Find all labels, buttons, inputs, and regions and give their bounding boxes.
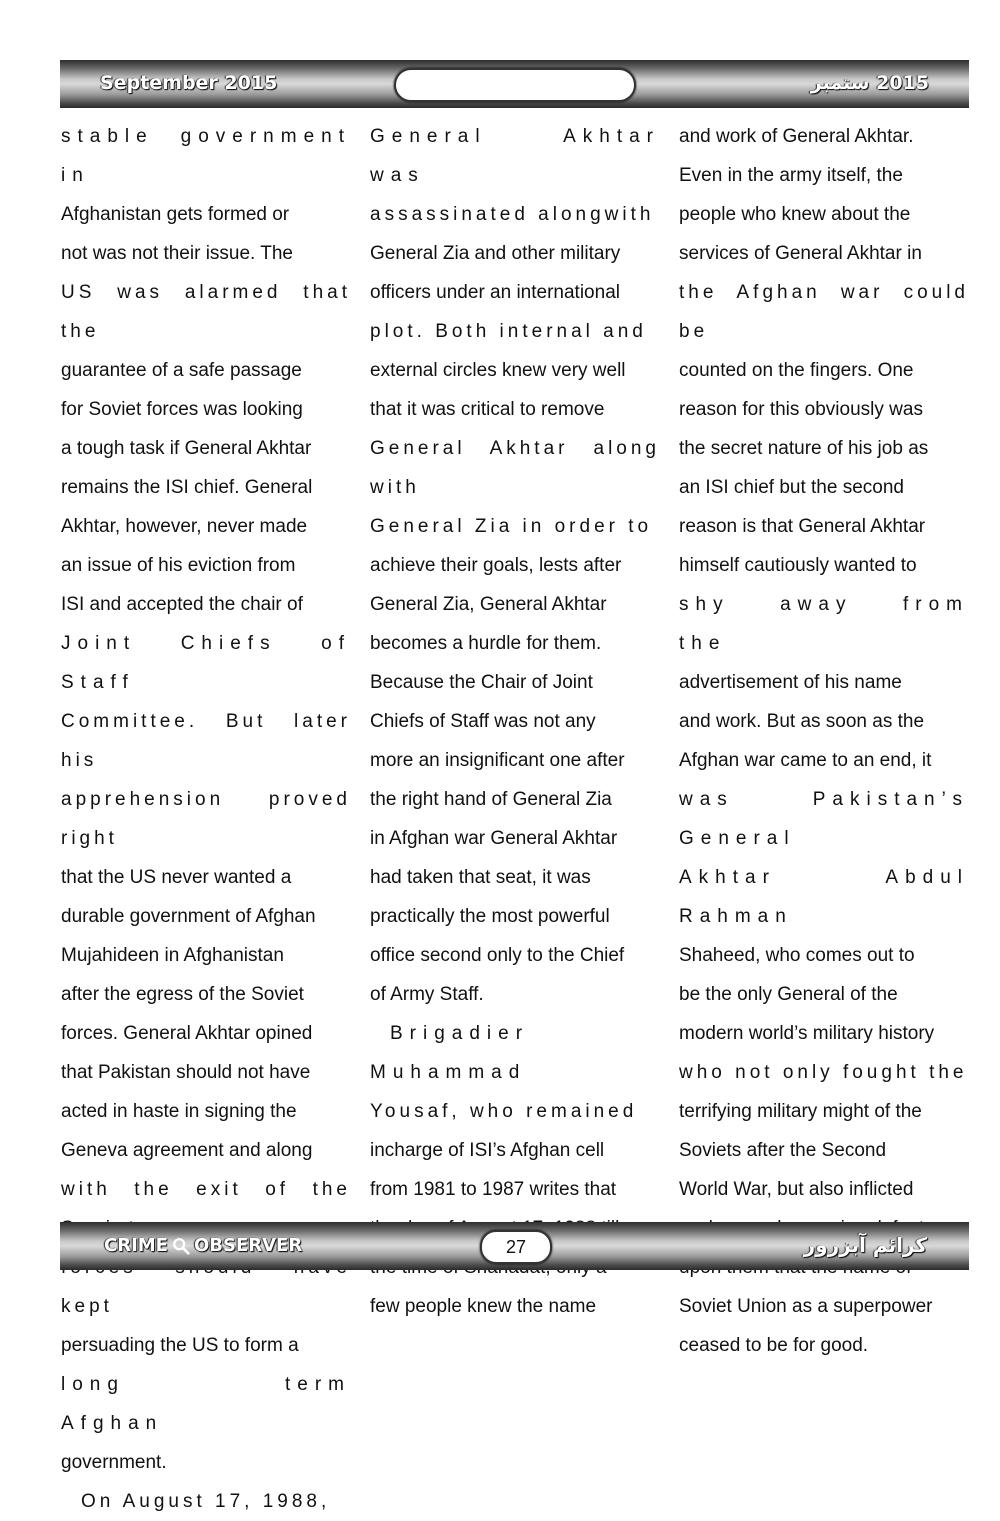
text-line: ISI and accepted the chair of — [61, 594, 303, 615]
text-line: with the exit of the — [61, 1179, 351, 1200]
text-line: Even in the army itself, the — [679, 165, 903, 186]
text-line: On August 17, 1988, — [81, 1491, 331, 1512]
text-line: World War, but also inflicted — [679, 1179, 914, 1200]
text-line: assassinated alongwith — [370, 204, 655, 225]
magnifier-icon — [172, 1237, 190, 1255]
logo-word-observer: OBSERVER — [193, 1235, 303, 1256]
footer-band — [60, 1222, 969, 1270]
text-line: the Afghan war could be — [679, 282, 969, 342]
page-number: 27 — [480, 1230, 552, 1264]
text-line: Geneva agreement and along — [61, 1140, 313, 1161]
text-line: not was not their issue. The — [61, 243, 293, 264]
text-line: General Akhtar along with — [370, 438, 660, 498]
text-line: incharge of ISI’s Afghan cell — [370, 1140, 605, 1161]
text-line: and work. But as soon as the — [679, 711, 925, 732]
text-line: for Soviet forces was looking — [61, 399, 303, 420]
text-line: officers under an international — [370, 282, 620, 303]
text-line: US was alarmed that the — [61, 282, 351, 342]
header-title-pill — [394, 68, 636, 102]
text-line: General Akhtar was — [370, 126, 660, 186]
text-line: reason for this obviously was — [679, 399, 923, 420]
text-line: office second only to the Chief — [370, 945, 625, 966]
text-line: who not only fought the — [679, 1062, 968, 1083]
text-line: acted in haste in signing the — [61, 1101, 297, 1122]
text-line: reason is that General Akhtar — [679, 516, 926, 537]
text-line: Soviet Union as a superpower — [679, 1296, 933, 1317]
text-line: be the only General of the — [679, 984, 898, 1005]
crime-observer-logo — [104, 1235, 302, 1256]
text-line: after the egress of the Soviet — [61, 984, 304, 1005]
text-line: the right hand of General Zia — [370, 789, 612, 810]
text-line: Soviets after the Second — [679, 1140, 887, 1161]
text-line: few people knew the name — [370, 1296, 597, 1317]
urdu-logo: کرائم آبزرور — [803, 1233, 927, 1257]
text-line: ceased to be for good. — [679, 1335, 869, 1356]
text-line: General Zia and other military — [370, 243, 621, 264]
article-column-3 — [679, 117, 969, 1365]
text-line: from 1981 to 1987 writes that — [370, 1179, 617, 1200]
text-line: that Pakistan should not have — [61, 1062, 311, 1083]
issue-date-english: September 2015 — [100, 72, 278, 94]
text-line: kept — [61, 1296, 113, 1317]
text-line: that the US never wanted a — [61, 867, 292, 888]
issue-date-urdu: 2015 ستمبر — [810, 72, 929, 94]
text-line: Yousaf, who remained — [370, 1101, 638, 1122]
text-line: more an insignificant one after — [370, 750, 625, 771]
text-line: modern world’s military history — [679, 1023, 935, 1044]
text-line: Afghan war came to an end, it — [679, 750, 932, 771]
text-line: durable government of Afghan — [61, 906, 316, 927]
text-line: Akhtar Abdul Rahman — [679, 867, 969, 927]
article-column-2 — [370, 117, 660, 1326]
header-band — [60, 60, 969, 108]
text-line: Akhtar, however, never made — [61, 516, 308, 537]
text-line: General Zia, General Akhtar — [370, 594, 607, 615]
text-line: and work of General Akhtar. — [679, 126, 914, 147]
text-line: counted on the fingers. One — [679, 360, 914, 381]
text-line: stable government in — [61, 126, 351, 186]
text-line: Brigadier Muhammad — [370, 1023, 530, 1083]
text-line: advertisement of his name — [679, 672, 902, 693]
text-line: external circles knew very well — [370, 360, 626, 381]
text-line: remains the ISI chief. General — [61, 477, 313, 498]
text-line: Shaheed, who comes out to — [679, 945, 915, 966]
text-line: himself cautiously wanted to — [679, 555, 917, 576]
text-line: Committee. But later his — [61, 711, 351, 771]
text-line: Because the Chair of Joint — [370, 672, 593, 693]
text-line: services of General Akhtar in — [679, 243, 922, 264]
text-line: a tough task if General Akhtar — [61, 438, 312, 459]
text-line: shy away from the — [679, 594, 969, 654]
text-line: long term Afghan — [61, 1374, 351, 1434]
text-line: an issue of his eviction from — [61, 555, 296, 576]
text-line: Joint Chiefs of Staff — [61, 633, 351, 693]
text-line: guarantee of a safe passage — [61, 360, 302, 381]
article-column-1 — [61, 117, 351, 1521]
text-line: in Afghan war General Akhtar — [370, 828, 618, 849]
text-line: Mujahideen in Afghanistan — [61, 945, 284, 966]
text-line: that it was critical to remove — [370, 399, 605, 420]
text-line: government. — [61, 1452, 167, 1473]
text-line: was Pakistan’s General — [679, 789, 969, 849]
text-line: terrifying military might of the — [679, 1101, 922, 1122]
text-line: Chiefs of Staff was not any — [370, 711, 596, 732]
text-line: plot. Both internal and — [370, 321, 647, 342]
logo-word-crime: CRIME — [104, 1235, 168, 1256]
text-line: the secret nature of his job as — [679, 438, 929, 459]
text-line: had taken that seat, it was — [370, 867, 591, 888]
text-line: an ISI chief but the second — [679, 477, 904, 498]
text-line: becomes a hurdle for them. — [370, 633, 602, 654]
text-line: forces. General Akhtar opined — [61, 1023, 313, 1044]
text-line: practically the most powerful — [370, 906, 610, 927]
text-line: Afghanistan gets formed or — [61, 204, 290, 225]
text-line: apprehension proved right — [61, 789, 351, 849]
text-line: achieve their goals, lests after — [370, 555, 622, 576]
text-line: of Army Staff. — [370, 984, 484, 1005]
text-line: General Zia in order to — [370, 516, 653, 537]
text-line: people who knew about the — [679, 204, 911, 225]
text-line: persuading the US to form a — [61, 1335, 299, 1356]
